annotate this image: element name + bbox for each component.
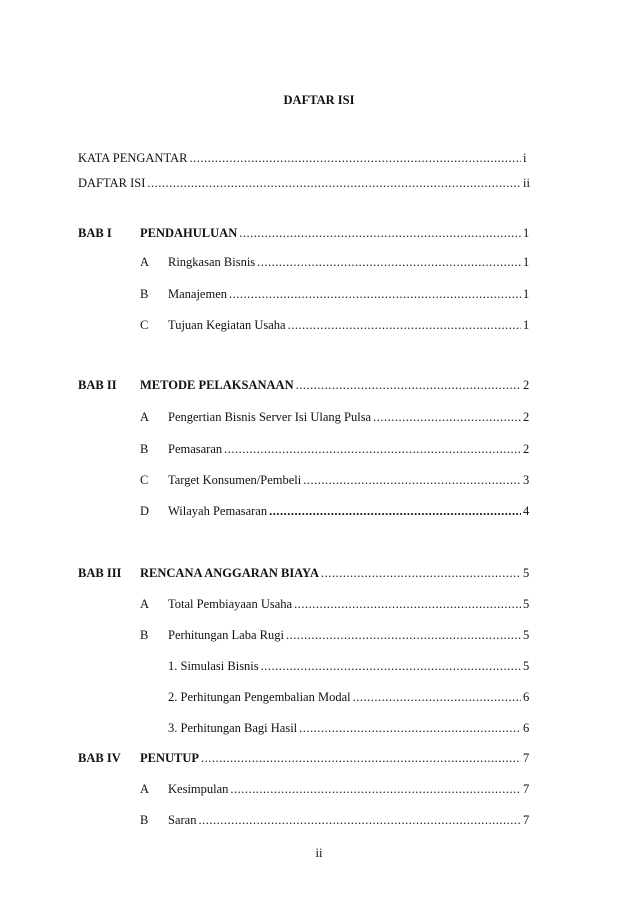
toc-leader-dots — [373, 409, 521, 425]
toc-entry — [140, 750, 533, 766]
section-letter: C — [140, 318, 149, 332]
toc-entry — [140, 225, 533, 241]
toc-label: Tujuan Kegiatan Usaha — [168, 318, 286, 332]
toc-row-kata-pengantar[interactable] — [0, 150, 638, 166]
toc-leader-dots — [286, 627, 521, 643]
toc-label: Pemasaran — [168, 442, 223, 456]
toc-leader-dots — [257, 254, 521, 270]
toc-label: 2. Perhitungan Pengembalian Modal — [168, 690, 351, 704]
toc-entry — [168, 658, 533, 674]
toc-leader-dots — [201, 750, 521, 766]
toc-entry — [168, 441, 533, 457]
page-title: DAFTAR ISI — [283, 93, 355, 107]
toc-row-section[interactable] — [0, 781, 638, 797]
toc-label: Manajemen — [168, 287, 228, 301]
toc-row-section[interactable] — [0, 596, 638, 612]
toc-label: 3. Perhitungan Bagi Hasil — [168, 721, 298, 735]
toc-page-number: 7 — [523, 751, 530, 765]
toc-row-subsection[interactable] — [0, 658, 638, 674]
toc-leader-dots — [296, 377, 521, 393]
toc-page-number: 7 — [523, 782, 530, 796]
page-number-footer: ii — [315, 846, 323, 860]
toc-leader-dots — [224, 441, 521, 457]
toc-page-number: 6 — [523, 690, 530, 704]
toc-page-number: 5 — [523, 597, 530, 611]
toc-leader-dots — [147, 175, 521, 191]
toc-page-number: ii — [523, 176, 530, 190]
toc-leader-dots — [353, 689, 521, 705]
chapter-number: BAB IV — [78, 751, 121, 765]
toc-label: Target Konsumen/Pembeli — [168, 473, 302, 487]
toc-leader-dots — [230, 781, 521, 797]
toc-row-section[interactable] — [0, 812, 638, 828]
toc-leader-dots — [294, 596, 521, 612]
toc-label: 1. Simulasi Bisnis — [168, 659, 259, 673]
toc-entry — [78, 150, 533, 166]
section-letter: A — [140, 410, 150, 424]
toc-row-bab-1[interactable] — [0, 225, 638, 241]
toc-entry — [168, 286, 533, 302]
section-letter: B — [140, 628, 149, 642]
toc-entry — [168, 472, 533, 488]
toc-row-subsection[interactable] — [0, 720, 638, 736]
toc-page-number: 2 — [523, 410, 530, 424]
toc-label: KATA PENGANTAR — [78, 151, 188, 165]
chapter-number: BAB II — [78, 378, 117, 392]
chapter-title: RENCANA ANGGARAN BIAYA — [140, 566, 319, 580]
toc-page-number: 1 — [523, 255, 530, 269]
toc-page-number: 3 — [523, 473, 530, 487]
toc-page-number: 7 — [523, 813, 530, 827]
toc-entry — [168, 254, 533, 270]
section-letter: B — [140, 442, 149, 456]
toc-entry — [168, 812, 533, 828]
toc-page-number: 2 — [523, 442, 530, 456]
section-letter: A — [140, 782, 150, 796]
toc-row-section[interactable] — [0, 441, 638, 457]
toc-page-number: 5 — [523, 659, 530, 673]
toc-row-subsection[interactable] — [0, 689, 638, 705]
chapter-title: METODE PELAKSANAAN — [140, 378, 294, 392]
toc-leader-dots — [189, 150, 521, 166]
toc-page-number: 1 — [523, 287, 530, 301]
toc-label: Perhitungan Laba Rugi — [168, 628, 284, 642]
toc-leader-dots — [303, 472, 521, 488]
toc-entry — [168, 720, 533, 736]
toc-entry — [168, 781, 533, 797]
chapter-title: PENUTUP — [140, 751, 200, 765]
toc-row-section[interactable] — [0, 286, 638, 302]
toc-entry — [168, 317, 533, 333]
toc-row-bab-3[interactable] — [0, 565, 638, 581]
toc-row-section[interactable] — [0, 254, 638, 270]
toc-row-section[interactable] — [0, 409, 638, 425]
section-letter: B — [140, 287, 149, 301]
toc-row-section[interactable] — [0, 317, 638, 333]
toc-page-number: 5 — [523, 566, 530, 580]
toc-leader-dots — [321, 565, 521, 581]
toc-entry — [140, 377, 533, 393]
toc-entry — [78, 175, 533, 191]
toc-row-section[interactable] — [0, 503, 638, 519]
toc-page-number: i — [523, 151, 527, 165]
toc-page-number: 2 — [523, 378, 530, 392]
toc-leader-dots — [288, 317, 521, 333]
section-letter: D — [140, 504, 150, 518]
toc-label: Wilayah Pemasaran — [168, 504, 268, 518]
toc-row-section[interactable] — [0, 472, 638, 488]
toc-leader-dots — [299, 720, 521, 736]
toc-leader-dots — [229, 286, 521, 302]
section-letter: A — [140, 597, 150, 611]
toc-leader-dots — [239, 225, 521, 241]
toc-page-number: 1 — [523, 318, 530, 332]
toc-entry — [168, 689, 533, 705]
toc-leader-dots — [198, 812, 521, 828]
section-letter: A — [140, 255, 150, 269]
toc-page-number: 6 — [523, 721, 530, 735]
toc-page-number: 1 — [523, 226, 530, 240]
toc-leader-dots — [269, 503, 521, 519]
toc-page-number: 5 — [523, 628, 530, 642]
toc-label: Ringkasan Bisnis — [168, 255, 256, 269]
toc-label: DAFTAR ISI — [78, 176, 146, 190]
toc-label: Kesimpulan — [168, 782, 229, 796]
chapter-number: BAB III — [78, 566, 122, 580]
toc-entry — [168, 503, 533, 519]
chapter-number: BAB I — [78, 226, 112, 240]
toc-entry — [140, 565, 533, 581]
section-letter: B — [140, 813, 149, 827]
toc-entry — [168, 596, 533, 612]
toc-label: Saran — [168, 813, 197, 827]
toc-entry — [168, 409, 533, 425]
toc-leader-dots — [261, 658, 521, 674]
toc-row-bab-4[interactable] — [0, 750, 638, 766]
toc-entry — [168, 627, 533, 643]
toc-label: Total Pembiayaan Usaha — [168, 597, 293, 611]
chapter-title: PENDAHULUAN — [140, 226, 238, 240]
toc-row-bab-2[interactable] — [0, 377, 638, 393]
toc-row-daftar-isi[interactable] — [0, 175, 638, 191]
section-letter: C — [140, 473, 149, 487]
toc-label: Pengertian Bisnis Server Isi Ulang Pulsa — [168, 410, 372, 424]
toc-page-number: 4 — [523, 504, 530, 518]
toc-row-section[interactable] — [0, 627, 638, 643]
